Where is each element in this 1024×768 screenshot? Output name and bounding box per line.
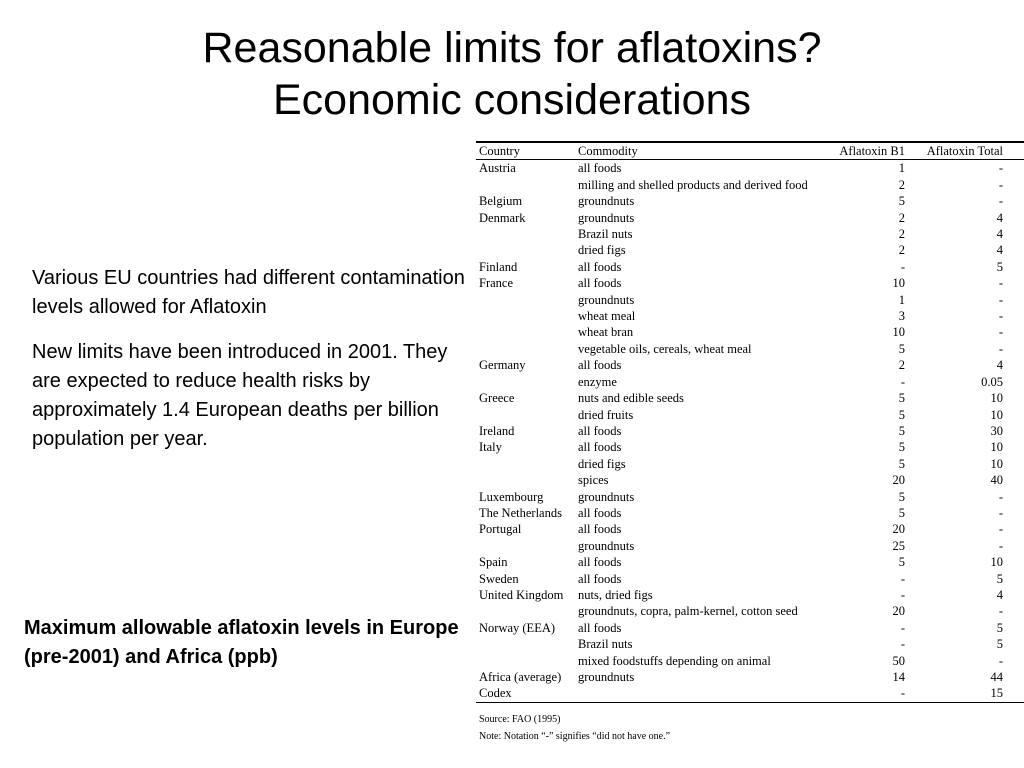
cell-aflatoxin-total: - (998, 309, 1003, 324)
table-row (476, 489, 1024, 505)
cell-country (476, 374, 575, 390)
cell-truncated (1009, 685, 1024, 702)
cell-commodity: wheat meal (578, 309, 636, 324)
cell-truncated (1009, 374, 1024, 390)
cell-aflatoxin-b1: 5 (898, 456, 905, 471)
cell-aflatoxin-b1: - (900, 587, 905, 602)
table-row (476, 685, 1024, 702)
cell-aflatoxin-b1: 5 (898, 505, 905, 520)
cell-commodity: groundnuts (578, 489, 635, 504)
cell-aflatoxin-b1: 2 (898, 358, 905, 373)
cell-aflatoxin-b1: 20 (892, 473, 905, 488)
table-row (476, 571, 1024, 587)
body-paragraph-1: Various EU countries had different contamination levels allowed for Aflatoxin (32, 267, 465, 318)
header-aflatoxin-total: Aflatoxin Total (926, 144, 1003, 158)
cell-country: Belgium (479, 194, 523, 209)
cell-truncated (1009, 554, 1024, 570)
table-row (476, 456, 1024, 472)
cell-aflatoxin-total: - (998, 292, 1003, 307)
cell-aflatoxin-b1: 5 (898, 440, 905, 455)
cell-commodity: groundnuts (578, 670, 635, 684)
cell-aflatoxin-b1: - (900, 259, 905, 274)
cell-commodity: all foods (578, 358, 622, 373)
table-row (476, 308, 1024, 324)
cell-commodity: all foods (578, 555, 622, 570)
body-paragraph-2: New limits have been introduced in 2001. They are expected to reduce health risks by approximately 1.4 European deaths per billion population per year. (32, 341, 448, 450)
cell-truncated (1009, 653, 1024, 669)
table-row (476, 472, 1024, 488)
cell-aflatoxin-b1: 10 (892, 325, 905, 340)
cell-commodity: mixed foodstuffs depending on animal (578, 653, 771, 668)
table-row (476, 324, 1024, 340)
table-row (476, 407, 1024, 423)
cell-aflatoxin-total: 0.05 (981, 374, 1003, 389)
cell-aflatoxin-total: 30 (990, 423, 1003, 438)
header-commodity: Commodity (578, 144, 638, 158)
cell-truncated (1009, 341, 1024, 357)
cell-commodity: dried figs (578, 243, 626, 258)
cell-aflatoxin-b1: 5 (898, 555, 905, 570)
table-row (476, 242, 1024, 258)
cell-aflatoxin-total: 10 (990, 456, 1003, 471)
cell-aflatoxin-b1: 2 (898, 177, 905, 192)
cell-commodity: all foods (578, 259, 622, 274)
cell-truncated (1009, 210, 1024, 226)
cell-country: Germany (479, 358, 526, 373)
cell-aflatoxin-total: 40 (990, 473, 1003, 488)
cell-country: Sweden (479, 571, 519, 586)
cell-aflatoxin-total: 10 (990, 407, 1003, 422)
cell-commodity: all foods (578, 276, 622, 291)
cell-truncated (1009, 571, 1024, 587)
cell-truncated (1009, 160, 1024, 177)
cell-commodity: all foods (578, 440, 622, 455)
cell-truncated (1009, 259, 1024, 275)
cell-aflatoxin-total: - (998, 489, 1003, 504)
cell-truncated (1009, 603, 1024, 619)
cell-aflatoxin-total: - (998, 325, 1003, 340)
cell-country (476, 636, 575, 652)
cell-country: Austria (479, 161, 516, 176)
cell-aflatoxin-total: - (998, 161, 1003, 176)
cell-commodity: nuts and edible seeds (578, 391, 684, 406)
cell-aflatoxin-total: 4 (996, 227, 1003, 242)
table-row (476, 226, 1024, 242)
cell-aflatoxin-total: - (998, 538, 1003, 553)
cell-truncated (1009, 439, 1024, 455)
cell-truncated (1009, 423, 1024, 439)
cell-country: France (479, 276, 514, 291)
aflatoxin-table-image (476, 141, 1024, 768)
table-caption: Maximum allowable aflatoxin levels in Europe (pre-2001) and Africa (ppb) (24, 617, 459, 668)
cell-country (476, 456, 575, 472)
table-row (476, 587, 1024, 603)
cell-country (476, 242, 575, 258)
cell-truncated (1009, 620, 1024, 636)
table-row (476, 275, 1024, 291)
cell-country: Ireland (479, 423, 515, 438)
cell-aflatoxin-b1: 5 (898, 423, 905, 438)
title-line-1: Reasonable limits for aflatoxins? (202, 24, 822, 72)
cell-commodity: wheat bran (578, 325, 634, 340)
table-header-row (476, 142, 1024, 160)
header-aflatoxin-b1: Aflatoxin B1 (839, 144, 905, 158)
cell-commodity: groundnuts (578, 194, 635, 209)
cell-commodity: all foods (578, 620, 622, 635)
table-notes (476, 711, 1024, 745)
cell-country (476, 538, 575, 554)
aflatoxin-table (476, 141, 1024, 703)
cell-commodity: Brazil nuts (578, 227, 633, 242)
cell-truncated (1009, 357, 1024, 373)
cell-truncated (1009, 505, 1024, 521)
cell-aflatoxin-b1: - (900, 620, 905, 635)
cell-truncated (1009, 177, 1024, 193)
cell-aflatoxin-total: 4 (996, 243, 1003, 258)
cell-aflatoxin-total: - (998, 341, 1003, 356)
slide-title (0, 22, 1024, 126)
cell-aflatoxin-total: 5 (996, 571, 1003, 586)
table-row (476, 390, 1024, 406)
cell-truncated (1009, 669, 1024, 685)
cell-aflatoxin-b1: 5 (898, 489, 905, 504)
cell-country (476, 292, 575, 308)
cell-country (476, 324, 575, 340)
cell-aflatoxin-b1: 5 (898, 391, 905, 406)
cell-truncated (1009, 390, 1024, 406)
cell-aflatoxin-b1: 25 (892, 538, 905, 553)
cell-aflatoxin-b1: 5 (898, 341, 905, 356)
cell-commodity (575, 685, 831, 702)
cell-aflatoxin-b1: 14 (892, 670, 905, 684)
cell-aflatoxin-total: 10 (990, 440, 1003, 455)
cell-country: Portugal (479, 522, 522, 537)
cell-truncated (1009, 308, 1024, 324)
cell-country (476, 407, 575, 423)
cell-aflatoxin-b1: 2 (898, 227, 905, 242)
cell-truncated (1009, 472, 1024, 488)
cell-country: Luxembourg (479, 489, 544, 504)
cell-commodity: all foods (578, 522, 622, 537)
cell-country: Spain (479, 555, 508, 570)
cell-commodity: spices (578, 473, 609, 488)
table-row (476, 374, 1024, 390)
cell-country: Africa (average) (479, 670, 562, 684)
table-row (476, 210, 1024, 226)
cell-aflatoxin-total: 5 (996, 637, 1003, 652)
table-row (476, 259, 1024, 275)
cell-commodity: groundnuts (578, 538, 635, 553)
cell-country: Greece (479, 391, 515, 406)
cell-aflatoxin-b1: - (900, 571, 905, 586)
cell-aflatoxin-total: - (998, 276, 1003, 291)
cell-country: Denmark (479, 210, 526, 225)
table-row (476, 160, 1024, 177)
table-row (476, 538, 1024, 554)
cell-truncated (1009, 226, 1024, 242)
table-row (476, 505, 1024, 521)
cell-aflatoxin-total: - (998, 177, 1003, 192)
cell-aflatoxin-total: - (998, 505, 1003, 520)
cell-aflatoxin-b1: 5 (898, 194, 905, 209)
table-row (476, 341, 1024, 357)
cell-truncated (1009, 587, 1024, 603)
cell-aflatoxin-b1: - (900, 374, 905, 389)
cell-aflatoxin-b1: - (900, 686, 905, 701)
cell-aflatoxin-b1: 50 (892, 653, 905, 668)
cell-aflatoxin-b1: - (900, 637, 905, 652)
cell-country (476, 341, 575, 357)
cell-aflatoxin-b1: 1 (898, 292, 905, 307)
cell-aflatoxin-total: 4 (996, 587, 1003, 602)
cell-country: Norway (EEA) (479, 620, 556, 635)
body-text (32, 264, 472, 470)
cell-country (476, 226, 575, 242)
cell-commodity: all foods (578, 505, 622, 520)
cell-aflatoxin-total: - (998, 653, 1003, 668)
notation-note: Note: Notation “-” signifies “did not have one.” (479, 730, 671, 742)
cell-commodity: enzyme (578, 374, 617, 389)
cell-commodity: groundnuts (578, 210, 635, 225)
table-row (476, 620, 1024, 636)
cell-commodity: dried fruits (578, 407, 634, 422)
cell-country: United Kingdom (479, 587, 564, 602)
cell-truncated (1009, 636, 1024, 652)
cell-country: Finland (479, 259, 518, 274)
cell-aflatoxin-total: - (998, 522, 1003, 537)
cell-commodity: groundnuts, copra, palm-kernel, cotton seed (578, 604, 798, 619)
cell-truncated (1009, 292, 1024, 308)
cell-aflatoxin-b1: 1 (898, 161, 905, 176)
cell-aflatoxin-b1: 3 (898, 309, 905, 324)
cell-truncated (1009, 489, 1024, 505)
cell-commodity: Brazil nuts (578, 637, 633, 652)
table-row (476, 603, 1024, 619)
cell-country: The Netherlands (479, 505, 562, 520)
table-row (476, 423, 1024, 439)
cell-commodity: nuts, dried figs (578, 587, 653, 602)
cell-aflatoxin-b1: 2 (898, 210, 905, 225)
cell-aflatoxin-b1: 20 (892, 522, 905, 537)
cell-aflatoxin-total: 5 (996, 259, 1003, 274)
cell-country (476, 603, 575, 619)
table-row (476, 653, 1024, 669)
table-row (476, 554, 1024, 570)
source-note: Source: FAO (1995) (479, 713, 561, 725)
cell-truncated (1009, 407, 1024, 423)
cell-aflatoxin-total: 4 (996, 358, 1003, 373)
cell-commodity: groundnuts (578, 292, 635, 307)
table-row (476, 292, 1024, 308)
cell-aflatoxin-b1: 5 (898, 407, 905, 422)
cell-truncated (1009, 324, 1024, 340)
cell-aflatoxin-total: 4 (996, 210, 1003, 225)
cell-aflatoxin-total: 15 (990, 686, 1003, 701)
cell-aflatoxin-total: - (998, 604, 1003, 619)
cell-commodity: vegetable oils, cereals, wheat meal (578, 341, 752, 356)
table-row (476, 669, 1024, 685)
cell-aflatoxin-b1: 20 (892, 604, 905, 619)
cell-commodity: milling and shelled products and derived food (578, 177, 808, 192)
cell-country: Italy (479, 440, 502, 455)
table-row (476, 439, 1024, 455)
cell-aflatoxin-total: 44 (990, 670, 1003, 684)
table-row (476, 193, 1024, 209)
cell-country (476, 472, 575, 488)
table-row (476, 636, 1024, 652)
cell-aflatoxin-total: 10 (990, 391, 1003, 406)
cell-country (476, 177, 575, 193)
cell-truncated (1009, 538, 1024, 554)
table-row (476, 357, 1024, 373)
table-row (476, 177, 1024, 193)
table-row (476, 521, 1024, 537)
header-truncated (1009, 142, 1024, 160)
cell-truncated (1009, 275, 1024, 291)
cell-truncated (1009, 521, 1024, 537)
title-line-2: Economic considerations (272, 76, 752, 124)
cell-country (476, 308, 575, 324)
cell-aflatoxin-total: - (998, 194, 1003, 209)
cell-aflatoxin-b1: 10 (892, 276, 905, 291)
cell-country: Codex (479, 686, 512, 701)
cell-commodity: all foods (578, 423, 622, 438)
cell-country (476, 653, 575, 669)
cell-truncated (1009, 242, 1024, 258)
cell-truncated (1009, 456, 1024, 472)
cell-commodity: all foods (578, 161, 622, 176)
cell-truncated (1009, 193, 1024, 209)
header-country: Country (479, 144, 520, 158)
cell-aflatoxin-total: 5 (996, 620, 1003, 635)
table-body (476, 160, 1024, 702)
cell-commodity: dried figs (578, 456, 626, 471)
cell-aflatoxin-b1: 2 (898, 243, 905, 258)
cell-commodity: all foods (578, 571, 622, 586)
cell-aflatoxin-total: 10 (990, 555, 1003, 570)
